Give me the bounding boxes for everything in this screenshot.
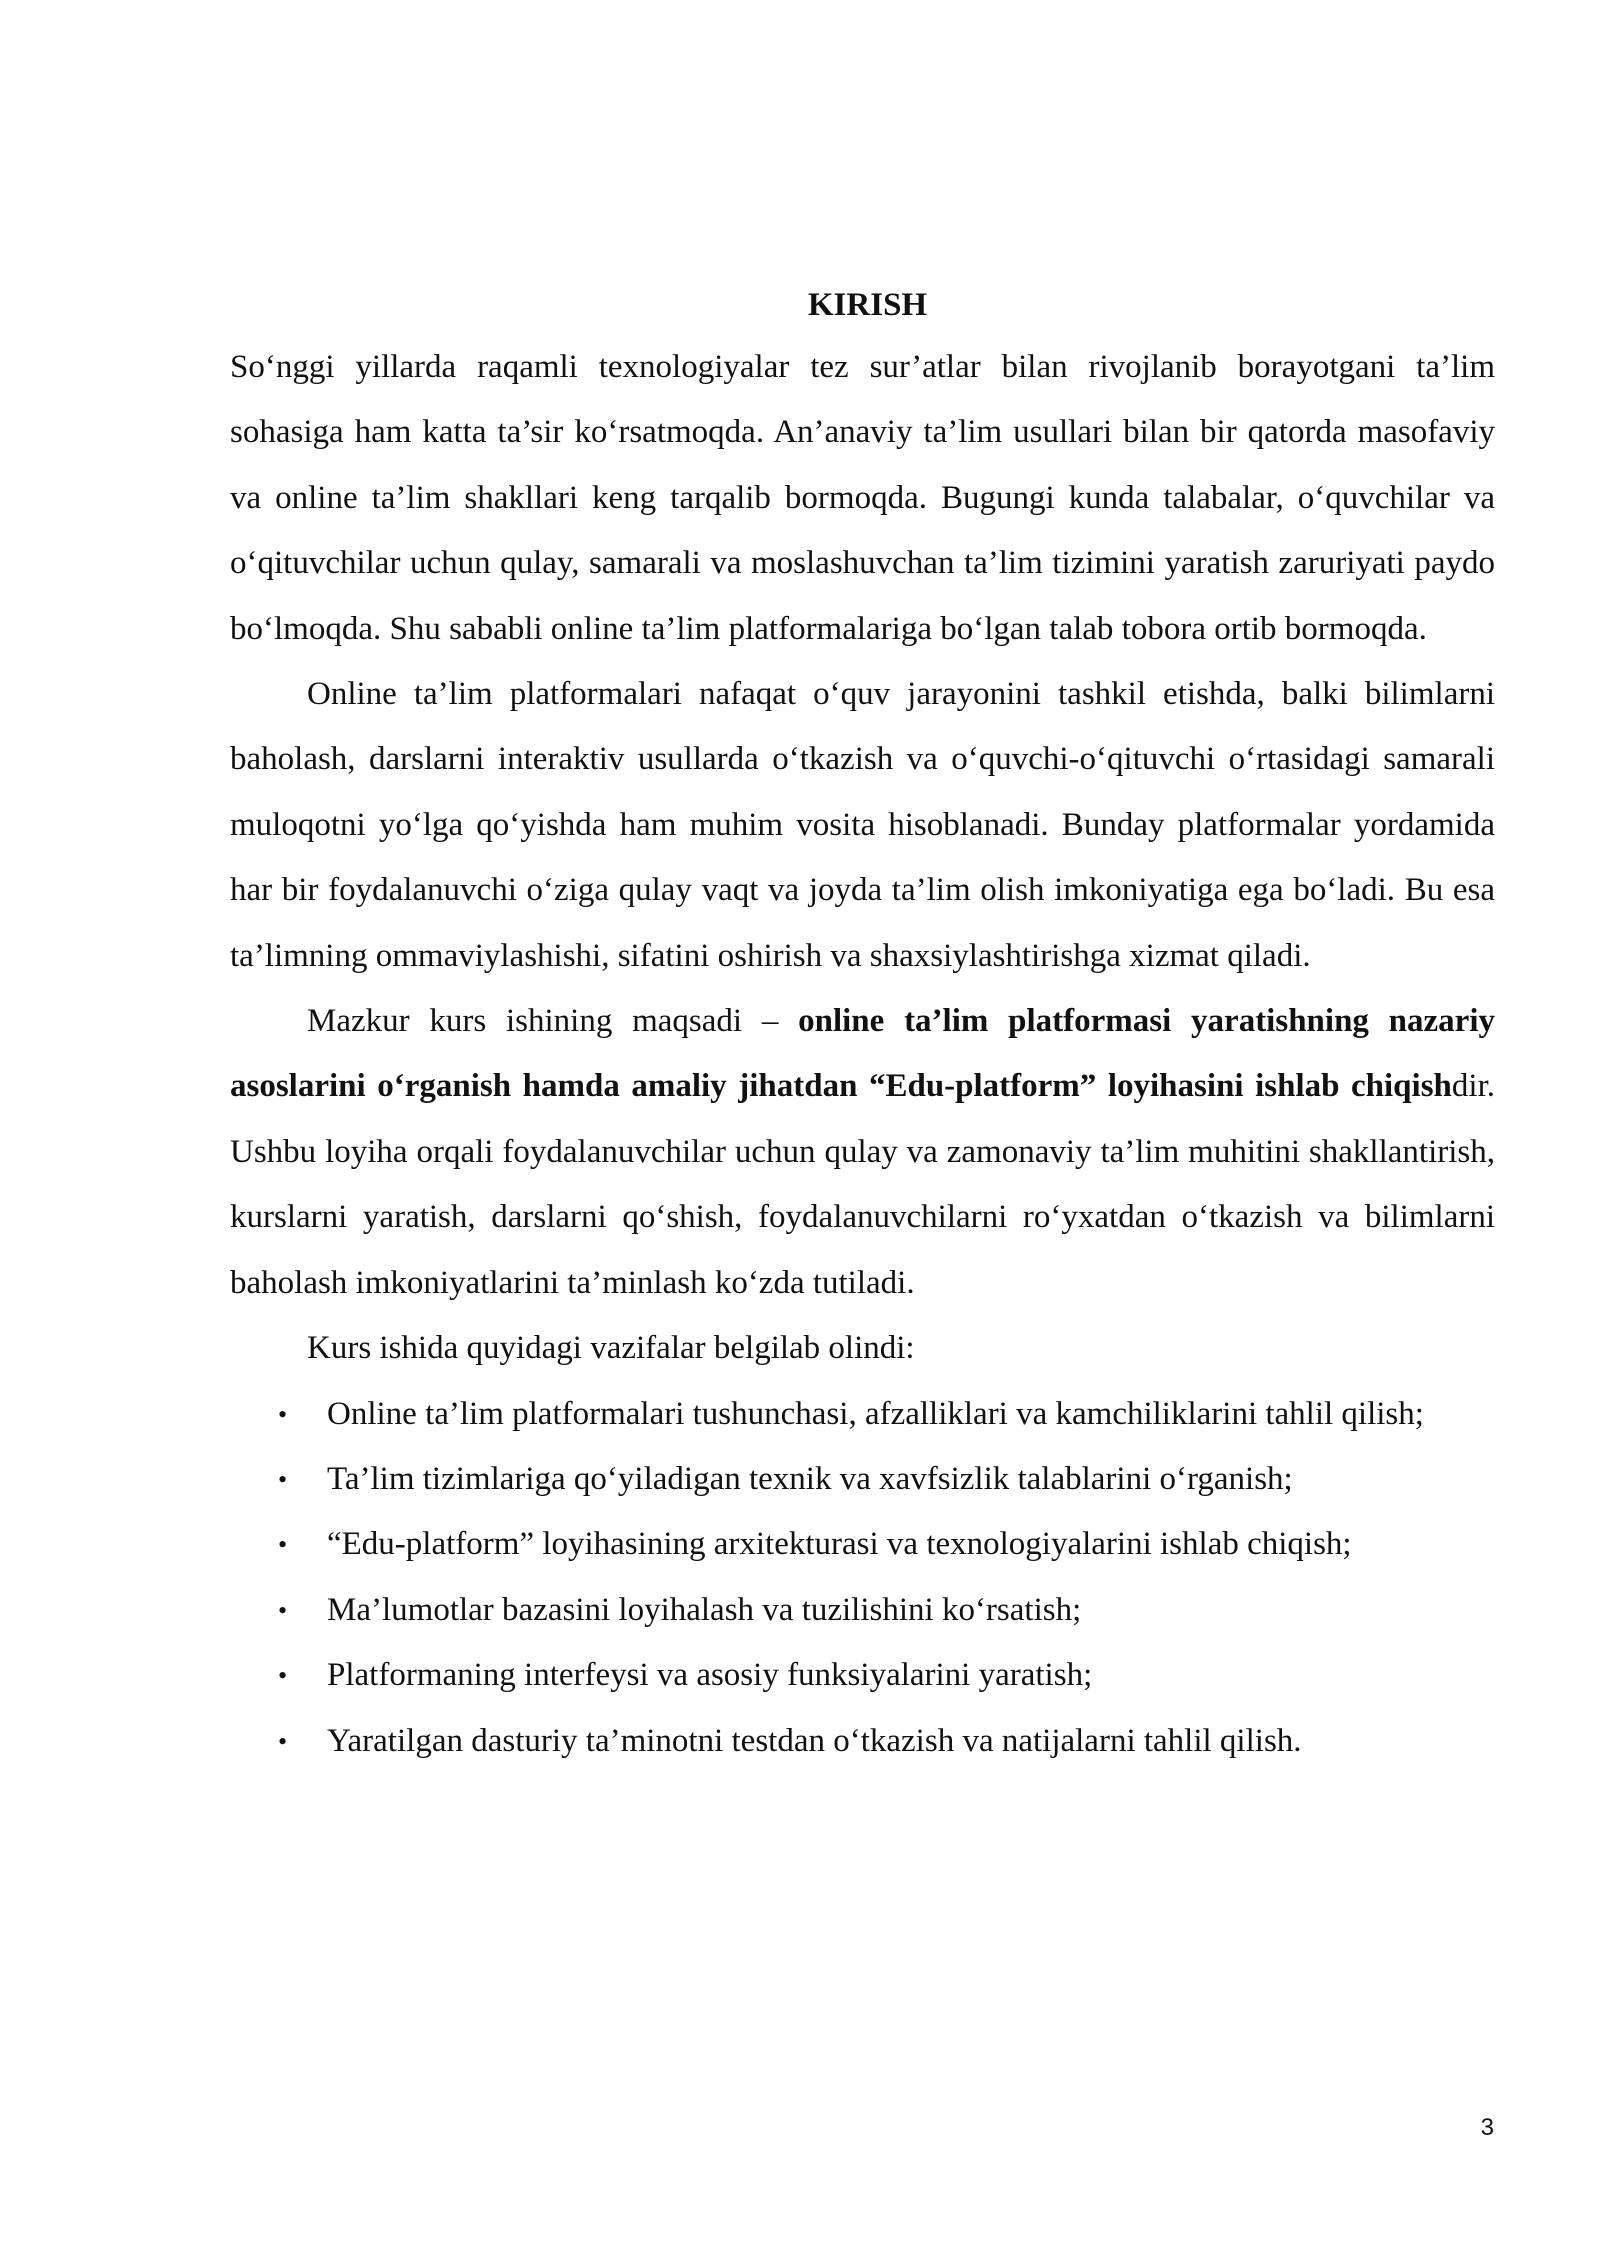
platforms-paragraph: Online ta’lim platformalari nafaqat o‘quv jarayonini tashkil etishda, balki bilimlarni baholash, darslarni interaktiv usullarda o‘tkazish va o‘quvchi-o‘qituvchi o‘rtasidagi samarali muloqotni yo‘lga qo‘yishda ham muhim vosita hisoblanadi. Bunday platformalar yordamida har bir foydalanuvchi o‘ziga qulay vaqt va joyda ta’lim olish imkoniyatiga ega bo‘ladi. Bu esa ta’limning ommaviylashishi, sifatini oshirish va shaxsiylashtirishga xizmat qiladi. bbox=[230, 676, 1495, 974]
list-item-text: Yaratilgan dasturiy ta’minotni testdan o‘tkazish va natijalarni tahlil qilish. bbox=[327, 1722, 1302, 1759]
list-item bbox=[230, 1643, 1495, 1708]
bullet-icon: • bbox=[278, 1726, 288, 1756]
goal-bold-text: online ta’lim platformasi yaratishning nazariy asoslarini o‘rganish hamda amaliy jihatdan “Edu-platform” loyihasini ishlab chiqish bbox=[230, 1003, 1495, 1105]
list-item-text: Ta’lim tizimlariga qo‘yiladigan texnik va xavfsizlik talablarini o‘rganish; bbox=[327, 1460, 1293, 1497]
list-item bbox=[230, 1447, 1495, 1512]
list-item-text: Ma’lumotlar bazasini loyihalash va tuzilishini ko‘rsatish; bbox=[327, 1591, 1082, 1628]
tasks-intro: Kurs ishida quyidagi vazifalar belgilab olindi: bbox=[307, 1330, 915, 1367]
bullet-icon: • bbox=[278, 1530, 288, 1560]
list-item bbox=[230, 1709, 1495, 1774]
list-item bbox=[230, 1382, 1495, 1447]
list-item-text: “Edu-platform” loyihasining arxitekturasi va texnologiyalarini ishlab chiqish; bbox=[327, 1526, 1352, 1563]
page-title: KIRISH bbox=[807, 287, 928, 323]
goal-paragraph bbox=[230, 989, 1495, 1316]
bullet-icon: • bbox=[278, 1661, 288, 1691]
page-number: 3 bbox=[1480, 2114, 1494, 2141]
bullet-icon: • bbox=[278, 1464, 288, 1494]
list-item bbox=[230, 1512, 1495, 1577]
goal-rest-text: dir. Ushbu loyiha orqali foydalanuvchilar uchun qulay va zamonaviy ta’lim muhitini shakllantirish, kurslarni yaratish, darslarni qo‘shish, foydalanuvchilarni ro‘yxatdan o‘tkazish va bilimlarni baholash imkoniyatlarini ta’minlash ko‘zda tutiladi. bbox=[230, 1068, 1495, 1301]
goal-lead-text: Mazkur kurs ishining maqsadi – bbox=[307, 1003, 799, 1040]
list-item-text: Online ta’lim platformalari tushunchasi, afzalliklari va kamchiliklarini tahlil qilish; bbox=[327, 1395, 1424, 1432]
tasks-list bbox=[230, 1382, 1495, 1774]
bullet-icon: • bbox=[278, 1595, 288, 1625]
document-page bbox=[230, 285, 1495, 1774]
list-item-text: Platformaning interfeysi va asosiy funksiyalarini yaratish; bbox=[327, 1657, 1093, 1694]
intro-paragraph: So‘nggi yillarda raqamli texnologiyalar tez sur’atlar bilan rivojlanib borayotgani ta’lim sohasiga ham katta ta’sir ko‘rsatmoqda. An’anaviy ta’lim usullari bilan bir qatorda masofaviy va online ta’lim shakllari keng tarqalib bormoqda. Bugungi kunda talabalar, o‘quvchilar va o‘qituvchilar uchun qulay, samarali va moslashuvchan ta’lim tizimini yaratish zaruriyati paydo bo‘lmoqda. Shu sababli online ta’lim platformalariga bo‘lgan talab tobora ortib bormoqda. bbox=[230, 349, 1495, 647]
bullet-icon: • bbox=[278, 1399, 288, 1429]
list-item bbox=[230, 1578, 1495, 1643]
